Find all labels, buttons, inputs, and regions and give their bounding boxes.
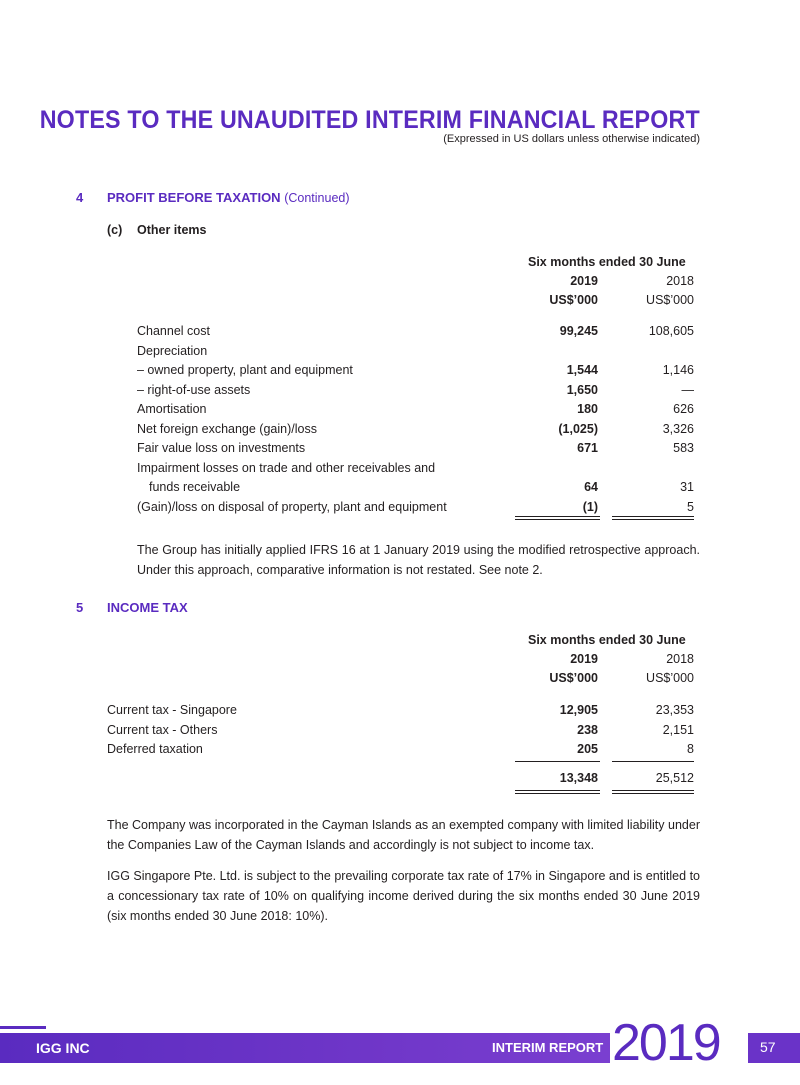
table-row-label: Channel cost [137,324,210,338]
table-row-label: Impairment losses on trade and other receivables and [137,460,436,475]
s4-unit-2019: US$’000 [549,293,598,307]
table-cell-2019: 99,245 [559,324,598,338]
page-number: 57 [760,1039,776,1055]
table-row-label: Fair value loss on investments [137,441,306,455]
page-subtitle: (Expressed in US dollars unless otherwise indicated) [443,133,700,145]
subsection-c-title: Other items [137,223,207,237]
footer-report-label: INTERIM REPORT [492,1040,604,1055]
table-cell-2019: 205 [577,742,598,756]
s4-total-rule-2018 [612,516,694,520]
s5-col-2019: 2019 [570,652,598,666]
table-cell-2018: 8 [687,742,694,756]
section-4-title [107,190,350,205]
table-cell-2019: 64 [584,480,598,494]
page-title: NOTES TO THE UNAUDITED INTERIM FINANCIAL REPORT [39,106,700,134]
table-cell-2018: 1,146 [662,363,694,377]
section-4-title-text: PROFIT BEFORE TAXATION [107,190,281,205]
table-row-label: Net foreign exchange (gain)/loss [137,421,317,436]
table-cell-2018: 23,353 [655,703,694,717]
table-cell-2019: (1,025) [558,421,598,436]
table-cell-2018: — [681,382,694,397]
table-cell-2018: 108,605 [648,324,694,338]
s5-total-rule-2019 [515,790,600,794]
s5-total-2018: 25,512 [655,771,694,785]
table-row-label: Depreciation [137,343,208,358]
table-row-label: – right-of-use assets [137,382,251,397]
subsection-c-number: (c) [107,223,123,237]
table-cell-2019: 12,905 [559,703,598,717]
s5-total-rule-2018 [612,790,694,794]
table-cell-2019: 1,544 [566,363,598,377]
section-5-number: 5 [76,600,84,615]
table-cell-2018: 626 [673,402,694,416]
table-cell-2018: 3,326 [662,421,694,436]
table-cell-2018: 2,151 [662,722,694,737]
s4-col-2019: 2019 [570,274,598,288]
table-row-label: funds receivable [149,480,241,494]
s4-col-2018: 2018 [666,274,694,288]
section-5-title: INCOME TAX [107,600,188,615]
table-row-label: Amortisation [137,402,207,416]
footer-company: IGG INC [36,1040,90,1056]
footer-accent-line [0,1026,46,1029]
s4-note: The Group has initially applied IFRS 16 at 1 January 2019 using the modified retrospective approach. Under this approach, comparative information is not restated. See note 2. [137,543,700,577]
footer [0,1014,800,1072]
table-cell-2018: 583 [673,441,694,455]
table-row-label: Deferred taxation [107,742,203,756]
s5-total-2019: 13,348 [559,771,598,785]
section-4-number: 4 [76,190,84,205]
s5-para-1: The Company was incorporated in the Cayman Islands as an exempted company with limited liability under the Companies Law of the Cayman Islands and accordingly is not subject to income tax. [107,818,700,852]
s4-unit-2018: US$’000 [646,293,694,307]
s5-unit-2019: US$’000 [549,671,598,685]
footer-year: 2019 [612,1014,720,1072]
table-row-label: Current tax - Others [107,722,218,737]
table-cell-2019: 1,650 [566,382,598,397]
s5-subtotal-rule-2019 [515,761,600,762]
s4-total-rule-2019 [515,516,600,520]
table-cell-2019: (1) [582,499,598,514]
table-cell-2019: 671 [577,441,598,455]
s4-period-header: Six months ended 30 June [528,255,686,269]
table-row-label: – owned property, plant and equipment [137,363,353,377]
table-row-label: (Gain)/loss on disposal of property, plant and equipment [137,499,447,514]
s5-subtotal-rule-2018 [612,761,694,762]
table-cell-2018: 5 [687,499,694,514]
s5-unit-2018: US$’000 [646,671,694,685]
s5-col-2018: 2018 [666,652,694,666]
section-4-continued: (Continued) [284,191,350,205]
table-cell-2019: 238 [577,722,598,737]
s5-para-2: IGG Singapore Pte. Ltd. is subject to the prevailing corporate tax rate of 17% in Singapore and is entitled to a concessionary tax rate of 10% on qualifying income derived during the six months ended 30 June 2019 (six months ended 30 June 2018: 10%). [107,869,700,923]
table-cell-2018: 31 [680,480,694,494]
s5-period-header: Six months ended 30 June [528,633,686,647]
table-cell-2019: 180 [577,402,598,416]
table-row-label: Current tax - Singapore [107,703,237,717]
